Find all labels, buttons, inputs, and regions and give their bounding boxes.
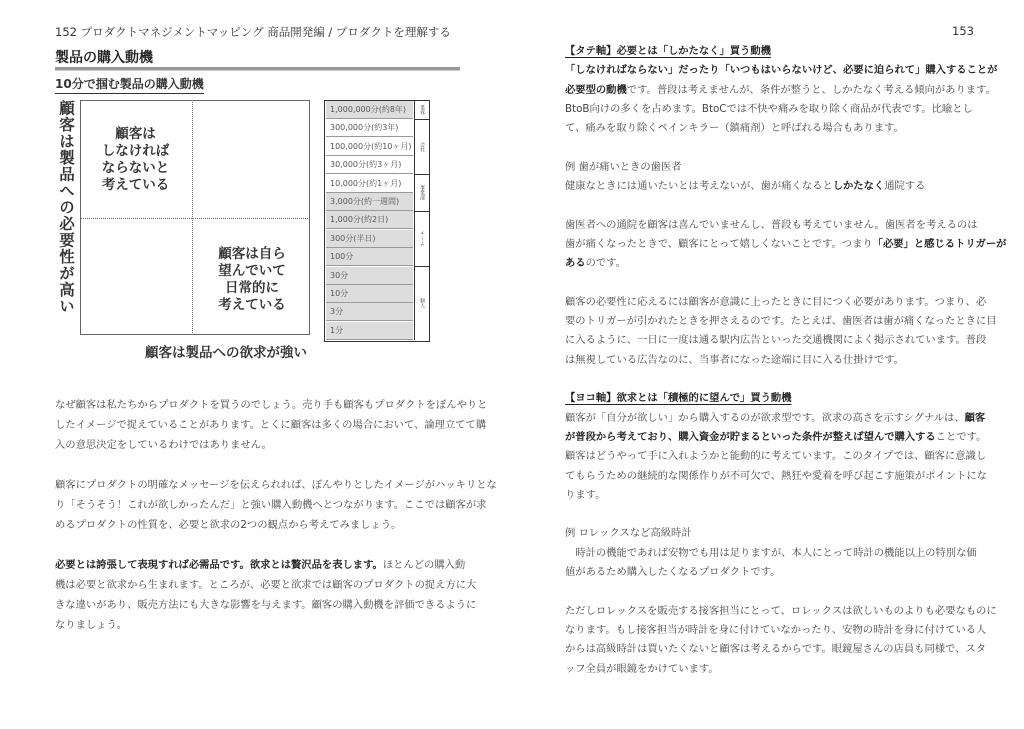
text-line bbox=[55, 595, 477, 615]
text-line bbox=[565, 312, 997, 331]
text-line bbox=[565, 640, 987, 659]
text-segment: 歯が痛くなったときで、顧客にとって嬉しくないことです。つまり bbox=[565, 237, 873, 250]
text-line bbox=[565, 158, 980, 177]
text-line bbox=[565, 331, 987, 350]
text-segment: なります。もし接客担当が時計を身に付けていなかったり、安物の時計を身に付けている人 bbox=[565, 623, 987, 636]
scope-column bbox=[414, 101, 430, 340]
text-line bbox=[565, 274, 980, 293]
time-scale-row: 100,000分(約10ヶ月) bbox=[326, 138, 413, 156]
text-line bbox=[565, 81, 996, 100]
text-line bbox=[565, 660, 980, 679]
text-line bbox=[565, 428, 987, 447]
text-segment: ッフ全員が眼鏡をかけています。 bbox=[565, 662, 719, 675]
text-line bbox=[565, 409, 986, 428]
text-segment: なぜ顧客は私たちからプロダクトを買うのでしょう。売り手も顧客もプロダクトをぼんやりと bbox=[55, 399, 488, 411]
emphasis-text: 顧客 bbox=[964, 411, 986, 424]
text-segment: 例 ロレックスなど高級時計 bbox=[565, 527, 692, 540]
text-line bbox=[55, 575, 477, 595]
text-line bbox=[565, 254, 980, 273]
title-divider bbox=[55, 67, 460, 71]
quadrant-divider-horizontal bbox=[80, 218, 310, 219]
text-segment: 顧客の必要性に応えるには顧客が意識に上ったときに目につく必要があります。つまり、必 bbox=[565, 295, 987, 308]
quadrant-bottom-right-text: 顧客は自ら 望んでいて 日常的に 考えている bbox=[218, 246, 286, 313]
time-scale-row: 30分 bbox=[326, 267, 413, 285]
text-line bbox=[565, 524, 980, 543]
text-line bbox=[55, 515, 470, 535]
text-line bbox=[55, 395, 488, 415]
text-segment: めるプロダクトの性質を、必要と欲求の2つの観点から考えてみましょう。 bbox=[55, 519, 402, 531]
text-segment: てもらうための継続的な関係作りが不可欠で、熱狂や愛着を呼び起こす施策がポイントにな bbox=[565, 469, 987, 482]
time-scale-row: 1分 bbox=[326, 322, 413, 340]
text-line bbox=[55, 555, 470, 575]
text-line bbox=[565, 61, 998, 80]
text-line bbox=[565, 389, 980, 408]
x-axis-label: 顧客は製品への欲求が強い bbox=[145, 345, 307, 361]
text-segment: 顧客にプロダクトの明確なメッセージを伝えられれば、ぼんやりとしたイメージがハッキリとな bbox=[55, 479, 497, 491]
time-scale-row: 1,000,000分(約8年) bbox=[326, 101, 413, 119]
text-line bbox=[55, 415, 487, 435]
scope-label: 会社 bbox=[415, 119, 430, 175]
scope-label: 事業部 bbox=[415, 174, 430, 212]
time-scale-row: 300,000分(約3年) bbox=[326, 119, 413, 137]
text-line bbox=[55, 535, 470, 555]
text-segment: 健康なときには通いたいとは考えないが、歯が痛くなると bbox=[565, 180, 833, 193]
scope-label: 業界 bbox=[415, 101, 430, 120]
text-line bbox=[565, 100, 980, 119]
time-scale-row: 30,000分(約3ヶ月) bbox=[326, 156, 413, 174]
text-line bbox=[565, 177, 980, 196]
text-line bbox=[565, 42, 980, 61]
time-scale-row: 10,000分(約1ヶ月) bbox=[326, 175, 413, 193]
emphasis-text: が普段から考えており、購入資金が貯まるといった条件が整えば望んで購入する bbox=[565, 430, 936, 443]
text-segment: なりましょう。 bbox=[55, 619, 128, 631]
text-segment: です。普段は考えませんが、条件が整うと、しかたなく考える傾向があります。 bbox=[626, 83, 996, 96]
emphasis-text: 「しなければならない」だったり「いつもはいらないけど、必要に迫られて」購入することが bbox=[565, 64, 998, 77]
text-line bbox=[565, 235, 1007, 254]
time-scale-row: 100分 bbox=[326, 248, 413, 266]
text-line bbox=[565, 447, 987, 466]
text-line bbox=[565, 582, 980, 601]
text-line bbox=[565, 602, 997, 621]
section-title: 製品の購入動機 bbox=[55, 50, 153, 66]
left-running-header: 152 プロダクトマネジメントマッピング 商品開発編 / プロダクトを理解する bbox=[55, 25, 451, 39]
text-segment: 機は必要と欲求から生まれます。ところが、必要と欲求では顧客のプロダクトの捉え方に大 bbox=[55, 579, 477, 591]
text-segment: からは高級時計は買いたくないと顧客は考えるからです。眼鏡屋さんの店員も同様で、スタ bbox=[565, 643, 987, 656]
emphasis-text: しかたなく bbox=[832, 180, 885, 193]
text-line bbox=[565, 196, 980, 215]
text-line bbox=[55, 475, 497, 495]
right-page-number: 153 bbox=[952, 24, 974, 38]
emphasis-text: 必要とは誇張して表現すれば必需品です。欲求とは贅沢品を表します。 bbox=[55, 559, 383, 571]
text-line bbox=[565, 486, 980, 505]
text-line bbox=[565, 138, 980, 157]
text-segment: 入の意思決定をしているわけではありません。 bbox=[55, 439, 272, 451]
scope-label: チーム bbox=[415, 211, 430, 267]
time-scale-row: 300分(半日) bbox=[326, 230, 413, 248]
text-line bbox=[565, 621, 987, 640]
text-line bbox=[55, 615, 470, 635]
emphasis-text: 「必要」と感じるトリガーが bbox=[872, 237, 1007, 250]
text-line bbox=[565, 370, 980, 389]
text-line bbox=[565, 351, 980, 370]
text-segment: ります。 bbox=[565, 488, 606, 501]
text-segment: ただしロレックスを販売する接客担当にとって、ロレックスは欲しいものよりも必要なものに bbox=[565, 604, 997, 617]
text-line bbox=[565, 544, 980, 563]
time-scale-row: 1,000分(約2日) bbox=[326, 211, 413, 229]
figure-subtitle: 10分で掴む製品の購入動機 bbox=[55, 75, 204, 94]
time-scale-table bbox=[324, 100, 430, 342]
emphasis-text: 必要型の動機 bbox=[565, 83, 627, 96]
quadrant-top-left-text: 顧客は しなければ ならないと 考えている bbox=[101, 126, 170, 193]
text-segment: BtoB向けの多くを占めます。BtoCでは不快や痛みを取り除く商品が代表です。比喩とし bbox=[565, 102, 973, 115]
text-line bbox=[55, 435, 470, 455]
text-segment: ことです。 bbox=[935, 430, 987, 443]
text-line bbox=[565, 563, 980, 582]
text-line bbox=[55, 495, 487, 515]
time-scale-row: 10分 bbox=[326, 285, 413, 303]
time-scale-row: 3,000分(約一週間) bbox=[326, 193, 413, 211]
text-line bbox=[565, 119, 980, 138]
text-line bbox=[565, 293, 987, 312]
text-segment: したイメージで捉えていることがあります。とくに顧客は多くの場合において、論理立てて購 bbox=[55, 419, 487, 431]
text-line bbox=[565, 467, 987, 486]
y-axis-label: 顧客は製品への必要性が高い bbox=[57, 100, 75, 315]
text-segment: 要のトリガーが引かれたときを押さえるのです。たとえば、歯医者は歯が痛くなったときに目 bbox=[565, 315, 997, 328]
text-segment: 値があるため購入したくなるプロダクトです。 bbox=[565, 566, 781, 579]
text-segment: は無視している広告なのに、当事者になった途端に目に入る仕掛けです。 bbox=[565, 353, 904, 366]
text-segment: 顧客はどうやって手に入れようかと能動的に考えています。このタイプでは、顧客に意識し bbox=[565, 450, 987, 463]
right-body-text bbox=[565, 42, 1007, 679]
text-segment: に入るように、一日に一度は通る駅内広告といった交通機関によく掲示されています。普段 bbox=[565, 334, 987, 347]
text-segment: り「そうそう！これが欲しかったんだ」と強い購入動機へとつながります。ここでは顧客が求 bbox=[55, 499, 487, 511]
emphasis-text: ある bbox=[565, 257, 586, 270]
text-line bbox=[565, 505, 980, 524]
left-body-text bbox=[55, 395, 497, 635]
text-segment: 通院する bbox=[884, 180, 926, 193]
text-segment: 顧客が「自分が欲しい」から購入するのが欲求型です。欲求の高さを示すシグナルは、 bbox=[565, 411, 965, 424]
subsection-heading: 【ヨコ軸】欲求とは「積極的に望んで」買う動機 bbox=[565, 392, 792, 405]
text-segment: 歯医者への通院を顧客は喜んでいませんし、普段も考えていません。歯医者を考えるのは bbox=[565, 218, 978, 231]
subsection-heading: 【タテ軸】必要とは「しかたなく」買う動機 bbox=[565, 45, 771, 57]
text-line bbox=[55, 455, 470, 475]
text-segment: て、痛みを取り除くペインキラー（鎮痛剤）と呼ばれる場合もあります。 bbox=[565, 122, 904, 135]
text-segment: きな違いがあり、販売方法にも大きな影響を与えます。顧客の購入動機を評価できるように bbox=[55, 599, 477, 611]
text-segment: 例 歯が痛いときの歯医者 bbox=[565, 160, 682, 173]
text-line bbox=[565, 216, 980, 235]
text-segment: のです。 bbox=[585, 257, 626, 270]
scope-label: 個人 bbox=[419, 298, 425, 308]
text-segment: ほとんどの購入動 bbox=[382, 559, 466, 571]
time-scale-row: 3分 bbox=[326, 303, 413, 321]
text-segment: 時計の機能であれば安物でも用は足りますが、本人にとって時計の機能以上の特別な価 bbox=[565, 546, 977, 559]
